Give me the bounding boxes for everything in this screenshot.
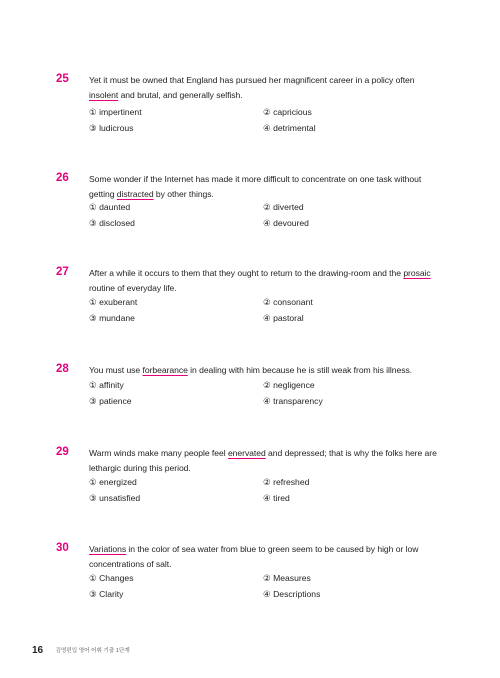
option-4[interactable]: ④ pastoral [263, 313, 304, 323]
option-2[interactable]: ② negligence [263, 380, 315, 390]
option-1[interactable]: ① affinity [89, 380, 124, 390]
page-number: 16 [32, 645, 44, 656]
question-stem: Variations in the color of sea water from blue to green seem to be caused by high or low concentrations of salt. [89, 544, 419, 569]
option-1[interactable]: ① daunted [89, 202, 131, 212]
question-number: 25 [56, 73, 69, 85]
option-2[interactable]: ② capricious [263, 107, 312, 117]
option-2[interactable]: ② Measures [263, 573, 311, 583]
underlined-word: forbearance [142, 365, 188, 375]
underlined-word: distracted [116, 188, 154, 199]
option-1[interactable]: ① energized [89, 477, 137, 487]
option-3[interactable]: ③ Clarity [89, 589, 124, 599]
answer-options [89, 378, 446, 409]
page-footer [32, 640, 130, 658]
question-stem: Some wonder if the Internet has made it more difficult to concentrate on one task without getting distracted by other things. [89, 174, 422, 199]
answer-options [89, 200, 446, 231]
option-4[interactable]: ④ transparency [263, 396, 323, 406]
question-stem: After a while it occurs to them that they ought to return to the drawing-room and the prosaic routine of everyday life. [89, 268, 431, 293]
option-3[interactable]: ③ mundane [89, 313, 135, 323]
underlined-word: enervated [227, 448, 266, 458]
question-stem: Yet it must be owned that England has pursued her magnificent career in a policy often insolent and brutal, and generally selfish. [89, 75, 415, 100]
underlined-word: Variations [89, 544, 127, 554]
option-4[interactable]: ④ detrimental [263, 123, 316, 133]
answer-options [89, 105, 446, 136]
option-3[interactable]: ③ unsatisfied [89, 493, 141, 503]
option-3[interactable]: ③ ludicrous [89, 123, 134, 133]
question-stem: You must use forbearance in dealing with him because he is still weak from his illness. [89, 365, 413, 375]
underlined-word: insolent [89, 89, 119, 100]
option-4[interactable]: ④ devoured [263, 218, 309, 228]
option-3[interactable]: ③ patience [89, 396, 132, 406]
option-4[interactable]: ④ Descriptions [263, 589, 321, 599]
underlined-word: prosaic [403, 268, 431, 278]
option-2[interactable]: ② consonant [263, 297, 313, 307]
answer-options [89, 295, 446, 326]
option-2[interactable]: ② diverted [263, 202, 304, 212]
question-number: 30 [56, 542, 69, 554]
question-number: 29 [56, 446, 69, 458]
question-stem: Warm winds make many people feel enervated and depressed; that is why the folks here are lethargic during this period. [89, 448, 437, 473]
question-number: 28 [56, 363, 69, 375]
question-number: 27 [56, 266, 69, 278]
answer-options [89, 571, 446, 602]
option-3[interactable]: ③ disclosed [89, 218, 135, 228]
option-2[interactable]: ② refreshed [263, 477, 310, 487]
answer-options [89, 475, 446, 506]
option-1[interactable]: ① exuberant [89, 297, 138, 307]
option-1[interactable]: ① Changes [89, 573, 134, 583]
question-number: 26 [56, 172, 69, 184]
option-1[interactable]: ① impertinent [89, 107, 142, 117]
book-title: 김영편입 영어 어휘 기출 1단계 [55, 648, 130, 654]
option-4[interactable]: ④ tired [263, 493, 290, 503]
